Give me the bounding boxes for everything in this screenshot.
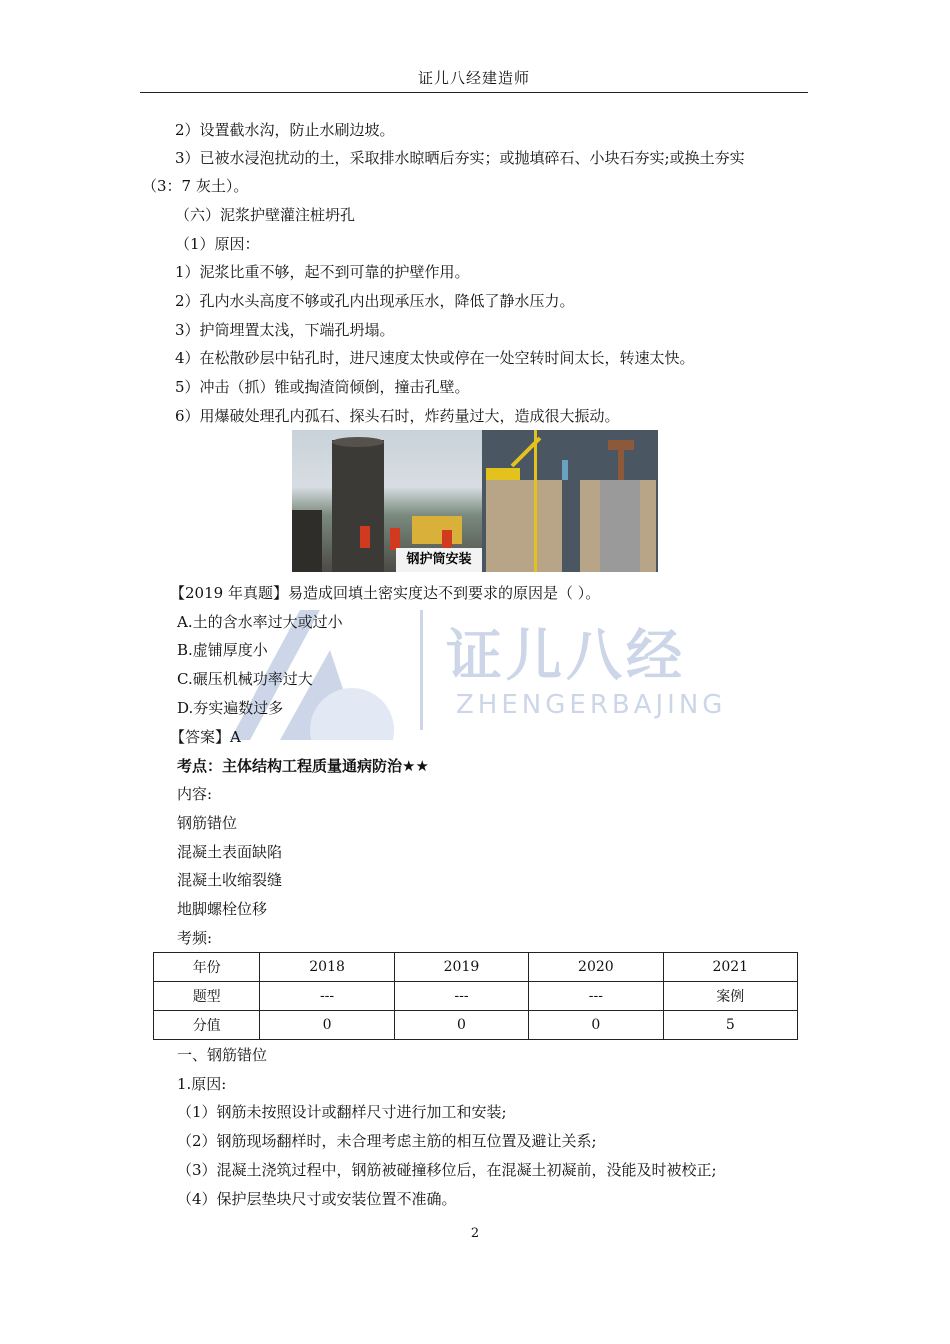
- table-cell: 2019: [394, 953, 528, 982]
- text-line: 3）护筒埋置太浅，下端孔坍塌。: [175, 321, 395, 339]
- table-row: [154, 982, 798, 1011]
- section-title: 一、钢筋错位: [177, 1046, 268, 1064]
- question-option: A.土的含水率过大或过小: [177, 613, 343, 631]
- photo-caption: 钢护筒安装: [396, 548, 482, 572]
- table-cell: 0: [529, 1011, 663, 1040]
- table-cell: 2020: [529, 953, 663, 982]
- question-option: D.夯实遍数过多: [177, 699, 284, 717]
- question-option: B.虚铺厚度小: [177, 641, 268, 659]
- bored-pile-diagram: [482, 430, 658, 572]
- table-cell: 5: [663, 1011, 797, 1040]
- table-cell: ---: [529, 982, 663, 1011]
- watermark-text-cn: 证儿八经: [446, 624, 686, 689]
- topic-title: 考点：主体结构工程质量通病防治★★: [177, 757, 429, 775]
- topic-item: 地脚螺栓位移: [177, 900, 268, 918]
- frequency-label: 考频:: [177, 929, 213, 947]
- table-cell: 题型: [154, 982, 260, 1011]
- text-line: （1）原因：: [175, 235, 260, 253]
- text-line: 1）泥浆比重不够，起不到可靠的护壁作用。: [175, 263, 470, 281]
- table-cell: ---: [394, 982, 528, 1011]
- table-cell: 分值: [154, 1011, 260, 1040]
- watermark-text-en: ZHENGERBAJING: [456, 690, 727, 720]
- question-stem: 【2019 年真题】易造成回填土密实度达不到要求的原因是（ ）。: [170, 584, 601, 602]
- table-cell: ---: [260, 982, 394, 1011]
- cause-item: （4）保护层垫块尺寸或安装位置不准确。: [177, 1190, 457, 1208]
- table-cell: 2021: [663, 953, 797, 982]
- text-line: 5）冲击（抓）锥或掏渣筒倾倒，撞击孔壁。: [175, 378, 470, 396]
- text-line: 4）在松散砂层中钻孔时，进尺速度太快或停在一处空转时间太长，转速太快。: [175, 349, 695, 367]
- page-number: 2: [470, 1226, 480, 1241]
- cause-item: （1）钢筋未按照设计或翻样尺寸进行加工和安装;: [177, 1103, 507, 1121]
- table-cell: 0: [394, 1011, 528, 1040]
- table-header-row: [154, 953, 798, 982]
- construction-site-photo: [292, 430, 482, 572]
- exam-frequency-table: [153, 952, 798, 1040]
- text-line: （3：7 灰土）。: [142, 177, 249, 195]
- table-cell: 2018: [260, 953, 394, 982]
- cause-item: （3）混凝土浇筑过程中，钢筋被碰撞移位后，在混凝土初凝前，没能及时被校正;: [177, 1161, 717, 1179]
- page-header: 证儿八经建造师: [140, 68, 808, 93]
- question-option: C.碾压机械功率过大: [177, 670, 313, 688]
- text-line: 2）孔内水头高度不够或孔内出现承压水，降低了静水压力。: [175, 292, 575, 310]
- content-label: 内容:: [177, 785, 213, 803]
- table-cell: 年份: [154, 953, 260, 982]
- table-cell: 案例: [663, 982, 797, 1011]
- pile-drilling-illustration: [482, 430, 658, 572]
- steel-casing-photo: [292, 430, 658, 572]
- table-cell: 0: [260, 1011, 394, 1040]
- cause-item: （2）钢筋现场翻样时，未合理考虑主筋的相互位置及避让关系;: [177, 1132, 597, 1150]
- text-line: 6）用爆破处理孔内孤石、探头石时，炸药量过大，造成很大振动。: [175, 407, 620, 425]
- cause-label: 1.原因:: [177, 1075, 227, 1093]
- text-line: 3）已被水浸泡扰动的土，采取排水晾晒后夯实；或抛填碎石、小块石夯实;或换土夯实: [175, 149, 745, 167]
- section-heading: （六）泥浆护壁灌注桩坍孔: [175, 206, 356, 224]
- text-line: 2）设置截水沟，防止水刷边坡。: [175, 121, 395, 139]
- table-row: [154, 1011, 798, 1040]
- question-answer: 【答案】A: [170, 728, 241, 746]
- topic-item: 钢筋错位: [177, 814, 238, 832]
- topic-item: 混凝土收缩裂缝: [177, 871, 283, 889]
- topic-item: 混凝土表面缺陷: [177, 843, 283, 861]
